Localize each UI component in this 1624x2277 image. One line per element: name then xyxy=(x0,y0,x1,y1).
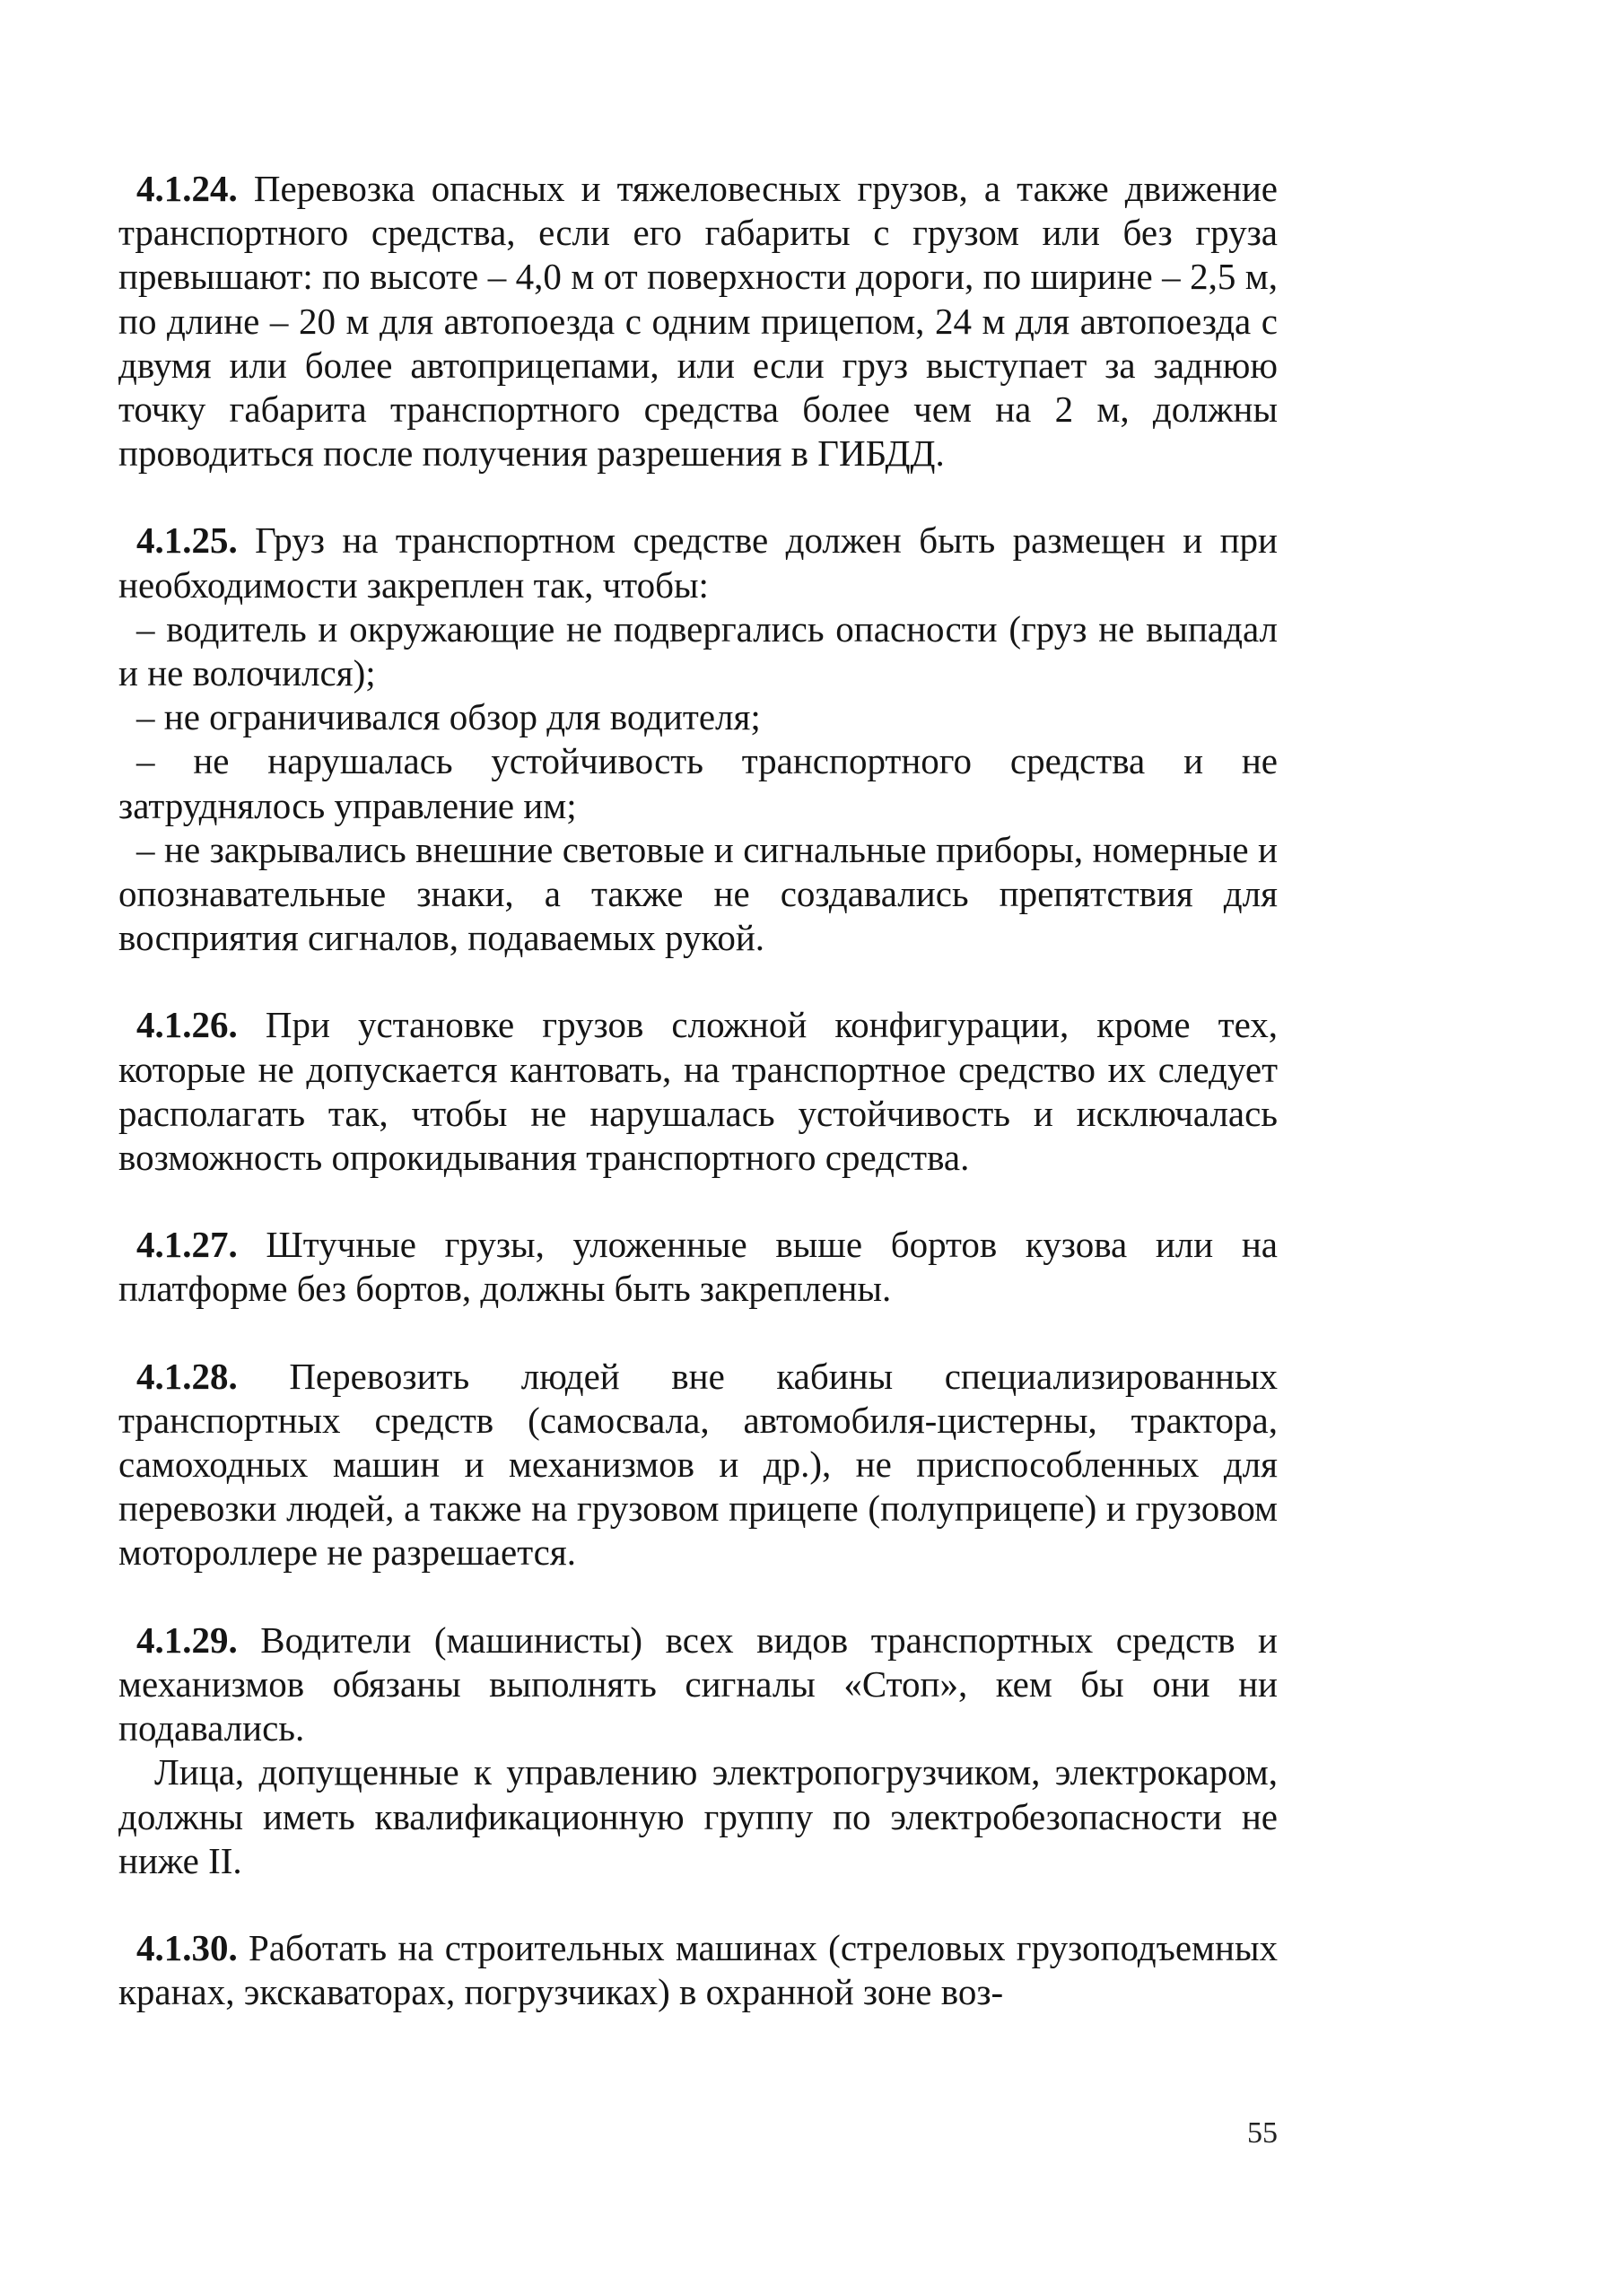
paragraph-4-1-27 xyxy=(118,1223,1278,1311)
paragraph-4-1-29 xyxy=(118,1618,1278,1751)
list-item-text: – не нарушалась устойчивость транспортного средства и не затруднялось управление им; xyxy=(118,740,1278,826)
list-item-text: – водитель и окружающие не подвергались опасности (груз не выпадал и не волочился); xyxy=(118,607,1278,694)
paragraph-text: Перевозка опасных и тяжеловесных грузов, а также движение транспортного средства, если его габариты с грузом или без груза превышают: по высоте – 4,0 м от поверхности дороги, по ширине – 2,5 м, по длине – 20 м для автопоезда с одним прицепом, 24 м для автопоезда с двумя или более автоприцепами, или если груз выступает за заднюю точку габарита транспортного средства более чем на 2 м, должны проводиться после получения разрешения в ГИБДД. xyxy=(118,168,1278,475)
body-text xyxy=(118,167,1278,2014)
paragraph-text: Груз на транспортном средстве должен быть размещен и при необходимости закреплен так, чтобы: xyxy=(118,519,1278,606)
section-number: 4.1.28. xyxy=(136,1355,238,1397)
list-item-2 xyxy=(118,695,1278,739)
paragraph-text: Лица, допущенные к управлению электропогрузчиком, электрокаром, должны иметь квалификационную группу по электробезопасности не ниже II. xyxy=(118,1751,1278,1881)
paragraph-text: При установке грузов сложной конфигурации, кроме тех, которые не допускается кантовать, на транспортное средство их следует располагать так, чтобы не нарушалась устойчивость и исключалась возможность опрокидывания транспортного средства. xyxy=(118,1004,1278,1179)
list-item-text: – не закрывались внешние световые и сигнальные приборы, номерные и опознавательные знаки, а также не создавались препятствия для восприятия сигналов, подаваемых рукой. xyxy=(118,828,1278,959)
section-number: 4.1.29. xyxy=(136,1618,238,1661)
paragraph-4-1-26 xyxy=(118,1003,1278,1180)
list-item-4 xyxy=(118,828,1278,961)
paragraph-4-1-25 xyxy=(118,519,1278,606)
section-number: 4.1.27. xyxy=(136,1224,238,1266)
paragraph-text: Перевозить людей вне кабины специализированных транспортных средств (самосвала, автомобиля-цистерны, трактора, самоходных машин и механизмов и др.), не приспособленных для перевозки людей, а также на грузовом прицепе (полуприцепе) и грузовом мотороллере не разрешается. xyxy=(118,1355,1278,1574)
paragraph-plain xyxy=(118,1750,1278,1883)
paragraph-4-1-24 xyxy=(118,167,1278,475)
list-item-3 xyxy=(118,739,1278,827)
paragraph-text: Штучные грузы, уложенные выше бортов кузова или на платформе без бортов, должны быть закреплены. xyxy=(118,1224,1278,1310)
section-number: 4.1.26. xyxy=(136,1004,238,1046)
paragraph-text: Работать на строительных машинах (стреловых грузоподъемных кранах, экскаваторах, погрузчиках) в охранной зоне воз- xyxy=(118,1926,1278,2013)
section-number: 4.1.24. xyxy=(136,168,238,209)
section-number: 4.1.25. xyxy=(136,519,238,562)
section-number: 4.1.30. xyxy=(136,1926,238,1968)
paragraph-text: Водители (машинисты) всех видов транспортных средств и механизмов обязаны выполнять сигналы «Стоп», кем бы они ни подавались. xyxy=(118,1618,1278,1749)
list-item-text: – не ограничивался обзор для водителя; xyxy=(136,696,761,738)
list-item-1 xyxy=(118,607,1278,695)
paragraph-4-1-30 xyxy=(118,1926,1278,2014)
paragraph-4-1-28 xyxy=(118,1355,1278,1575)
page-number: 55 xyxy=(1247,2116,1278,2150)
